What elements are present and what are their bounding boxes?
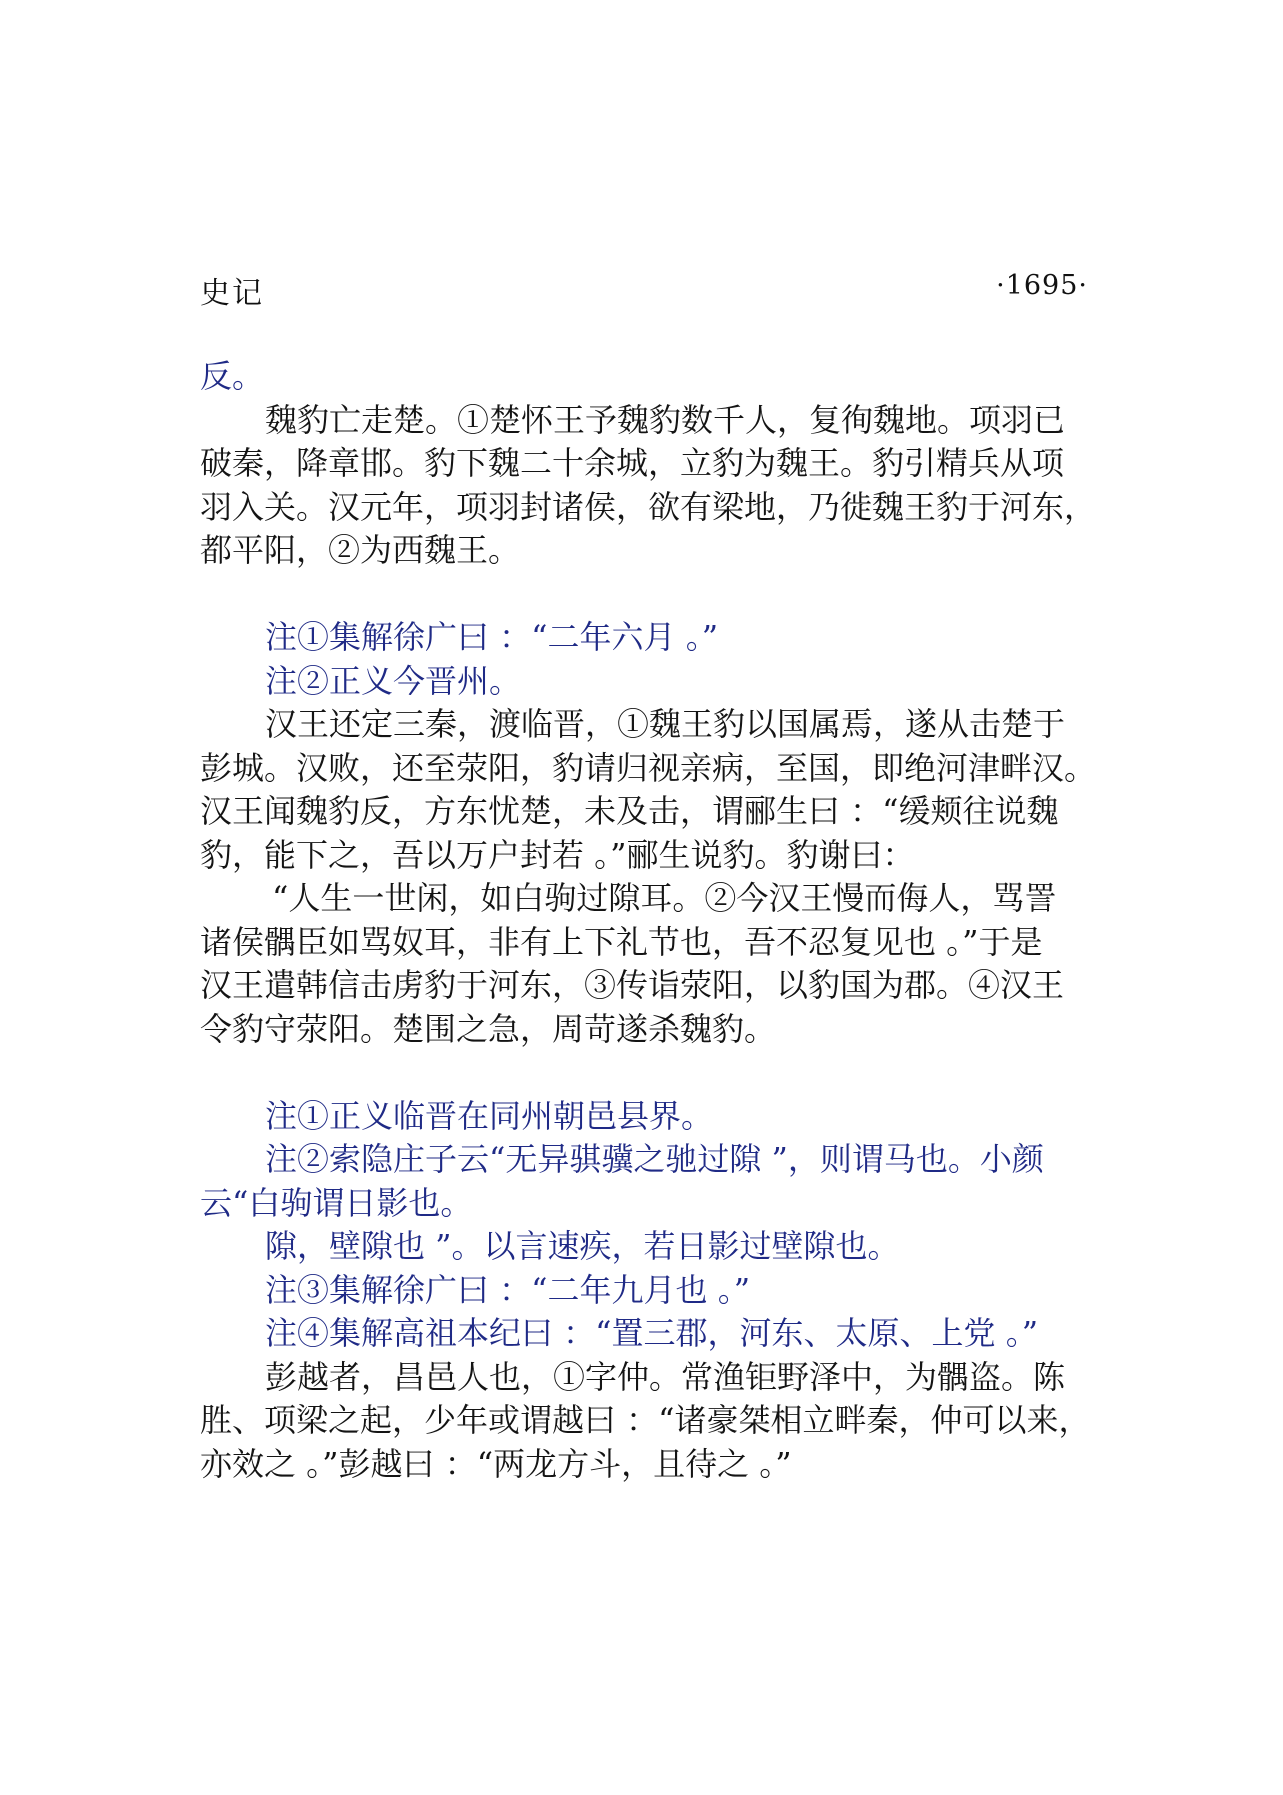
main-text <box>200 355 1100 1486</box>
text-line: 彭城。汉败，还至荥阳，豹请归视亲病，至国，即绝河津畔汉。 <box>200 748 1097 787</box>
text-line: 诸侯髃臣如骂奴耳，非有上下礼节也，吾不忍复见也 。”于是 <box>200 922 1043 961</box>
footnote-line: 注①集解徐广曰 ：“二年六月 。” <box>265 618 719 656</box>
footnote-line: 注③集解徐广曰 ：“二年九月也 。” <box>265 1270 751 1309</box>
page-number: ·1695· <box>996 270 1088 301</box>
paragraph-start: 汉王还定三秦，渡临晋，①魏王豹以国属焉，遂从击楚于 <box>265 705 1066 743</box>
text-line: 令豹守荥阳。楚围之急，周苛遂杀魏豹。 <box>200 1009 777 1048</box>
footnote-line: 注①正义临晋在同州朝邑县界。 <box>265 1096 714 1135</box>
footnote-line: 隙，壁隙也 ”。以言速疾，若日影过壁隙也。 <box>265 1227 900 1265</box>
footnote-line: 注②索隐庄子云“无异骐骥之驰过隙 ”，则谓马也。小颜 <box>265 1140 1044 1178</box>
paragraph-start: 魏豹亡走楚。①楚怀王予魏豹数千人，复徇魏地。项羽已 <box>265 400 1066 439</box>
book-title: 史记 <box>200 276 264 311</box>
text-line: 破秦，降章邯。豹下魏二十余城，立豹为魏王。豹引精兵从项 <box>200 444 1065 482</box>
footnote-line: 注④集解高祖本纪曰 ：“置三郡，河东、太原、上党 。” <box>265 1314 1039 1352</box>
spacer <box>200 1051 1100 1095</box>
text-line: 反。 <box>200 357 265 395</box>
footnote-line: 注②正义今晋州。 <box>265 661 522 700</box>
text-line: 汉王遣韩信击虏豹于河东，③传诣荥阳，以豹国为郡。④汉王 <box>200 966 1065 1004</box>
text-line: 汉王闻魏豹反，方东忧楚，未及击，谓郦生曰 ：“缓颊往说魏 <box>200 792 1059 830</box>
running-header <box>200 268 1088 312</box>
footnote-line: 云“白驹谓日影也。 <box>200 1183 473 1222</box>
text-line: 亦效之 。”彭越曰 ：“两龙方斗，且待之 。” <box>200 1444 792 1483</box>
text-line: 都平阳，②为西魏王。 <box>200 531 521 569</box>
text-line: 胜、项梁之起，少年或谓越曰 ：“诸豪桀相立畔秦，仲可以来， <box>200 1401 1091 1439</box>
text-line: 豹，能下之，吾以万户封若 。”郦生说豹。豹谢曰： <box>200 835 915 874</box>
spacer <box>200 573 1100 617</box>
paragraph-start: “人生一世闲，如白驹过隙耳。②今汉王慢而侮人，骂詈 <box>272 879 1057 917</box>
text-line: 羽入关。汉元年，项羽封诸侯，欲有梁地，乃徙魏王豹于河东， <box>200 487 1097 526</box>
paragraph-start: 彭越者，昌邑人也，①字仲。常渔钜野泽中，为髃盗。陈 <box>265 1357 1066 1396</box>
